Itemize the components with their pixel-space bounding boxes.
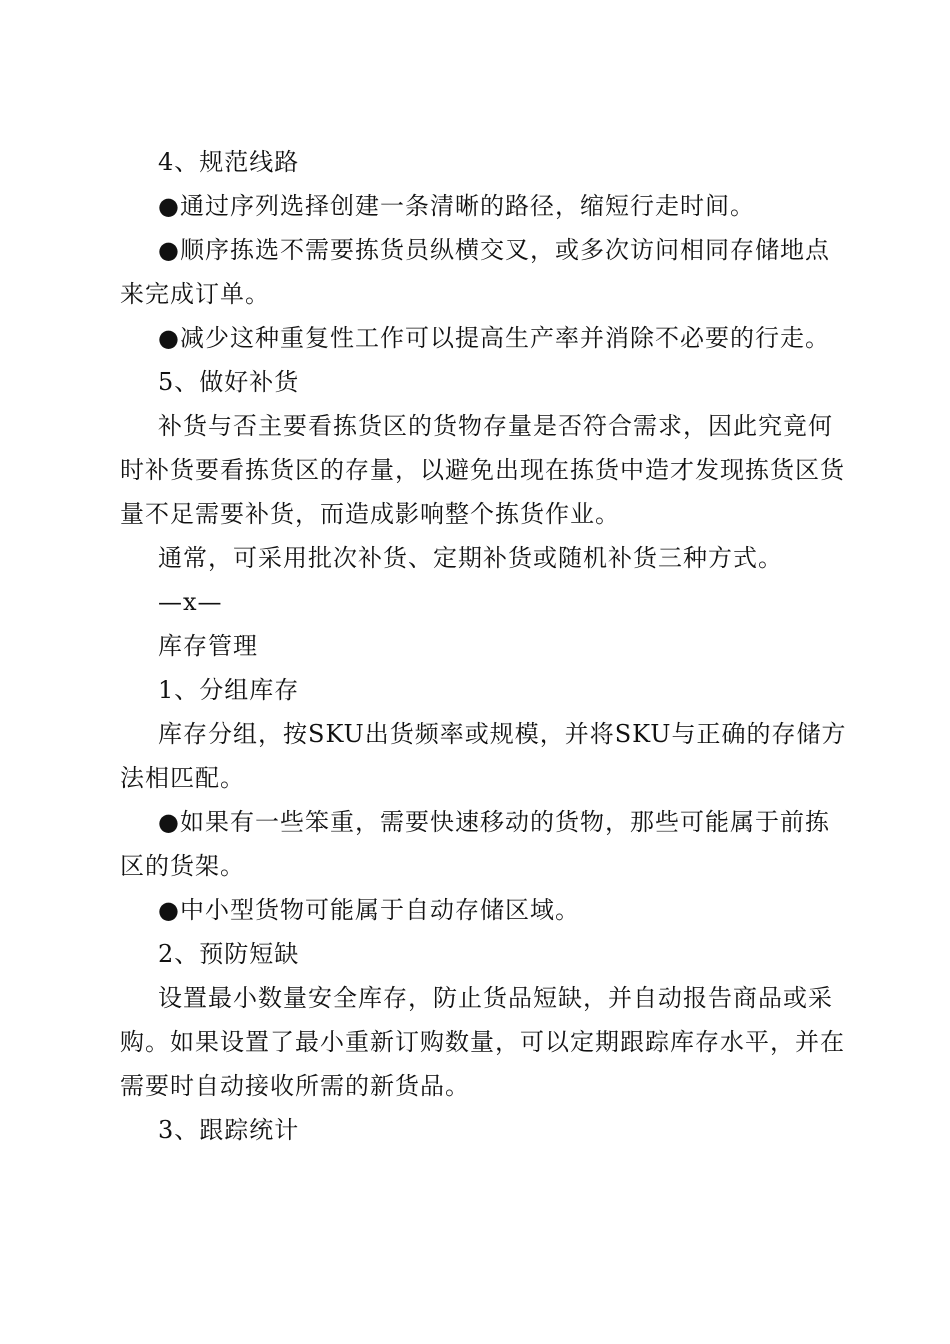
section-title-inventory: 库存管理: [158, 632, 258, 660]
bullet-reduce-repetition: ●减少这种重复性工作可以提高生产率并消除不必要的行走。: [158, 324, 830, 352]
paragraph-group-inventory: 库存分组，按SKU出货频率或规模，并将SKU与正确的存储方法相匹配。: [120, 720, 847, 792]
bullet-sequential-picking: ●顺序拣选不需要拣货员纵横交叉，或多次访问相同存储地点来完成订单。: [120, 236, 830, 308]
bullet-bulky-goods: ●如果有一些笨重，需要快速移动的货物，那些可能属于前拣区的货架。: [120, 808, 830, 880]
paragraph-replenishment: 补货与否主要看拣货区的货物存量是否符合需求，因此究竟何时补货要看拣货区的存量，以避免出现在拣货中造才发现拣货区货量不足需要补货，而造成影响整个拣货作业。: [120, 412, 845, 528]
document-body: [120, 140, 850, 1152]
paragraph-prevent-shortage: 设置最小数量安全库存，防止货品短缺，并自动报告商品或采购。如果设置了最小重新订购数量，可以定期跟踪库存水平，并在需要时自动接收所需的新货品。: [120, 984, 845, 1100]
section-heading-group-inventory: 1、分组库存: [158, 676, 300, 704]
bullet-clear-path: ●通过序列选择创建一条清晰的路径，缩短行走时间。: [158, 192, 755, 220]
section-heading-replenishment: 5、做好补货: [158, 368, 300, 396]
section-heading-tracking: 3、跟踪统计: [158, 1116, 300, 1144]
section-heading-prevent-shortage: 2、预防短缺: [158, 940, 300, 968]
bullet-small-goods: ●中小型货物可能属于自动存储区域。: [158, 896, 580, 924]
paragraph-replenishment-methods: 通常，可采用批次补货、定期补货或随机补货三种方式。: [158, 544, 783, 572]
section-heading-route: 4、规范线路: [158, 148, 300, 176]
section-divider: —x—: [158, 588, 223, 616]
